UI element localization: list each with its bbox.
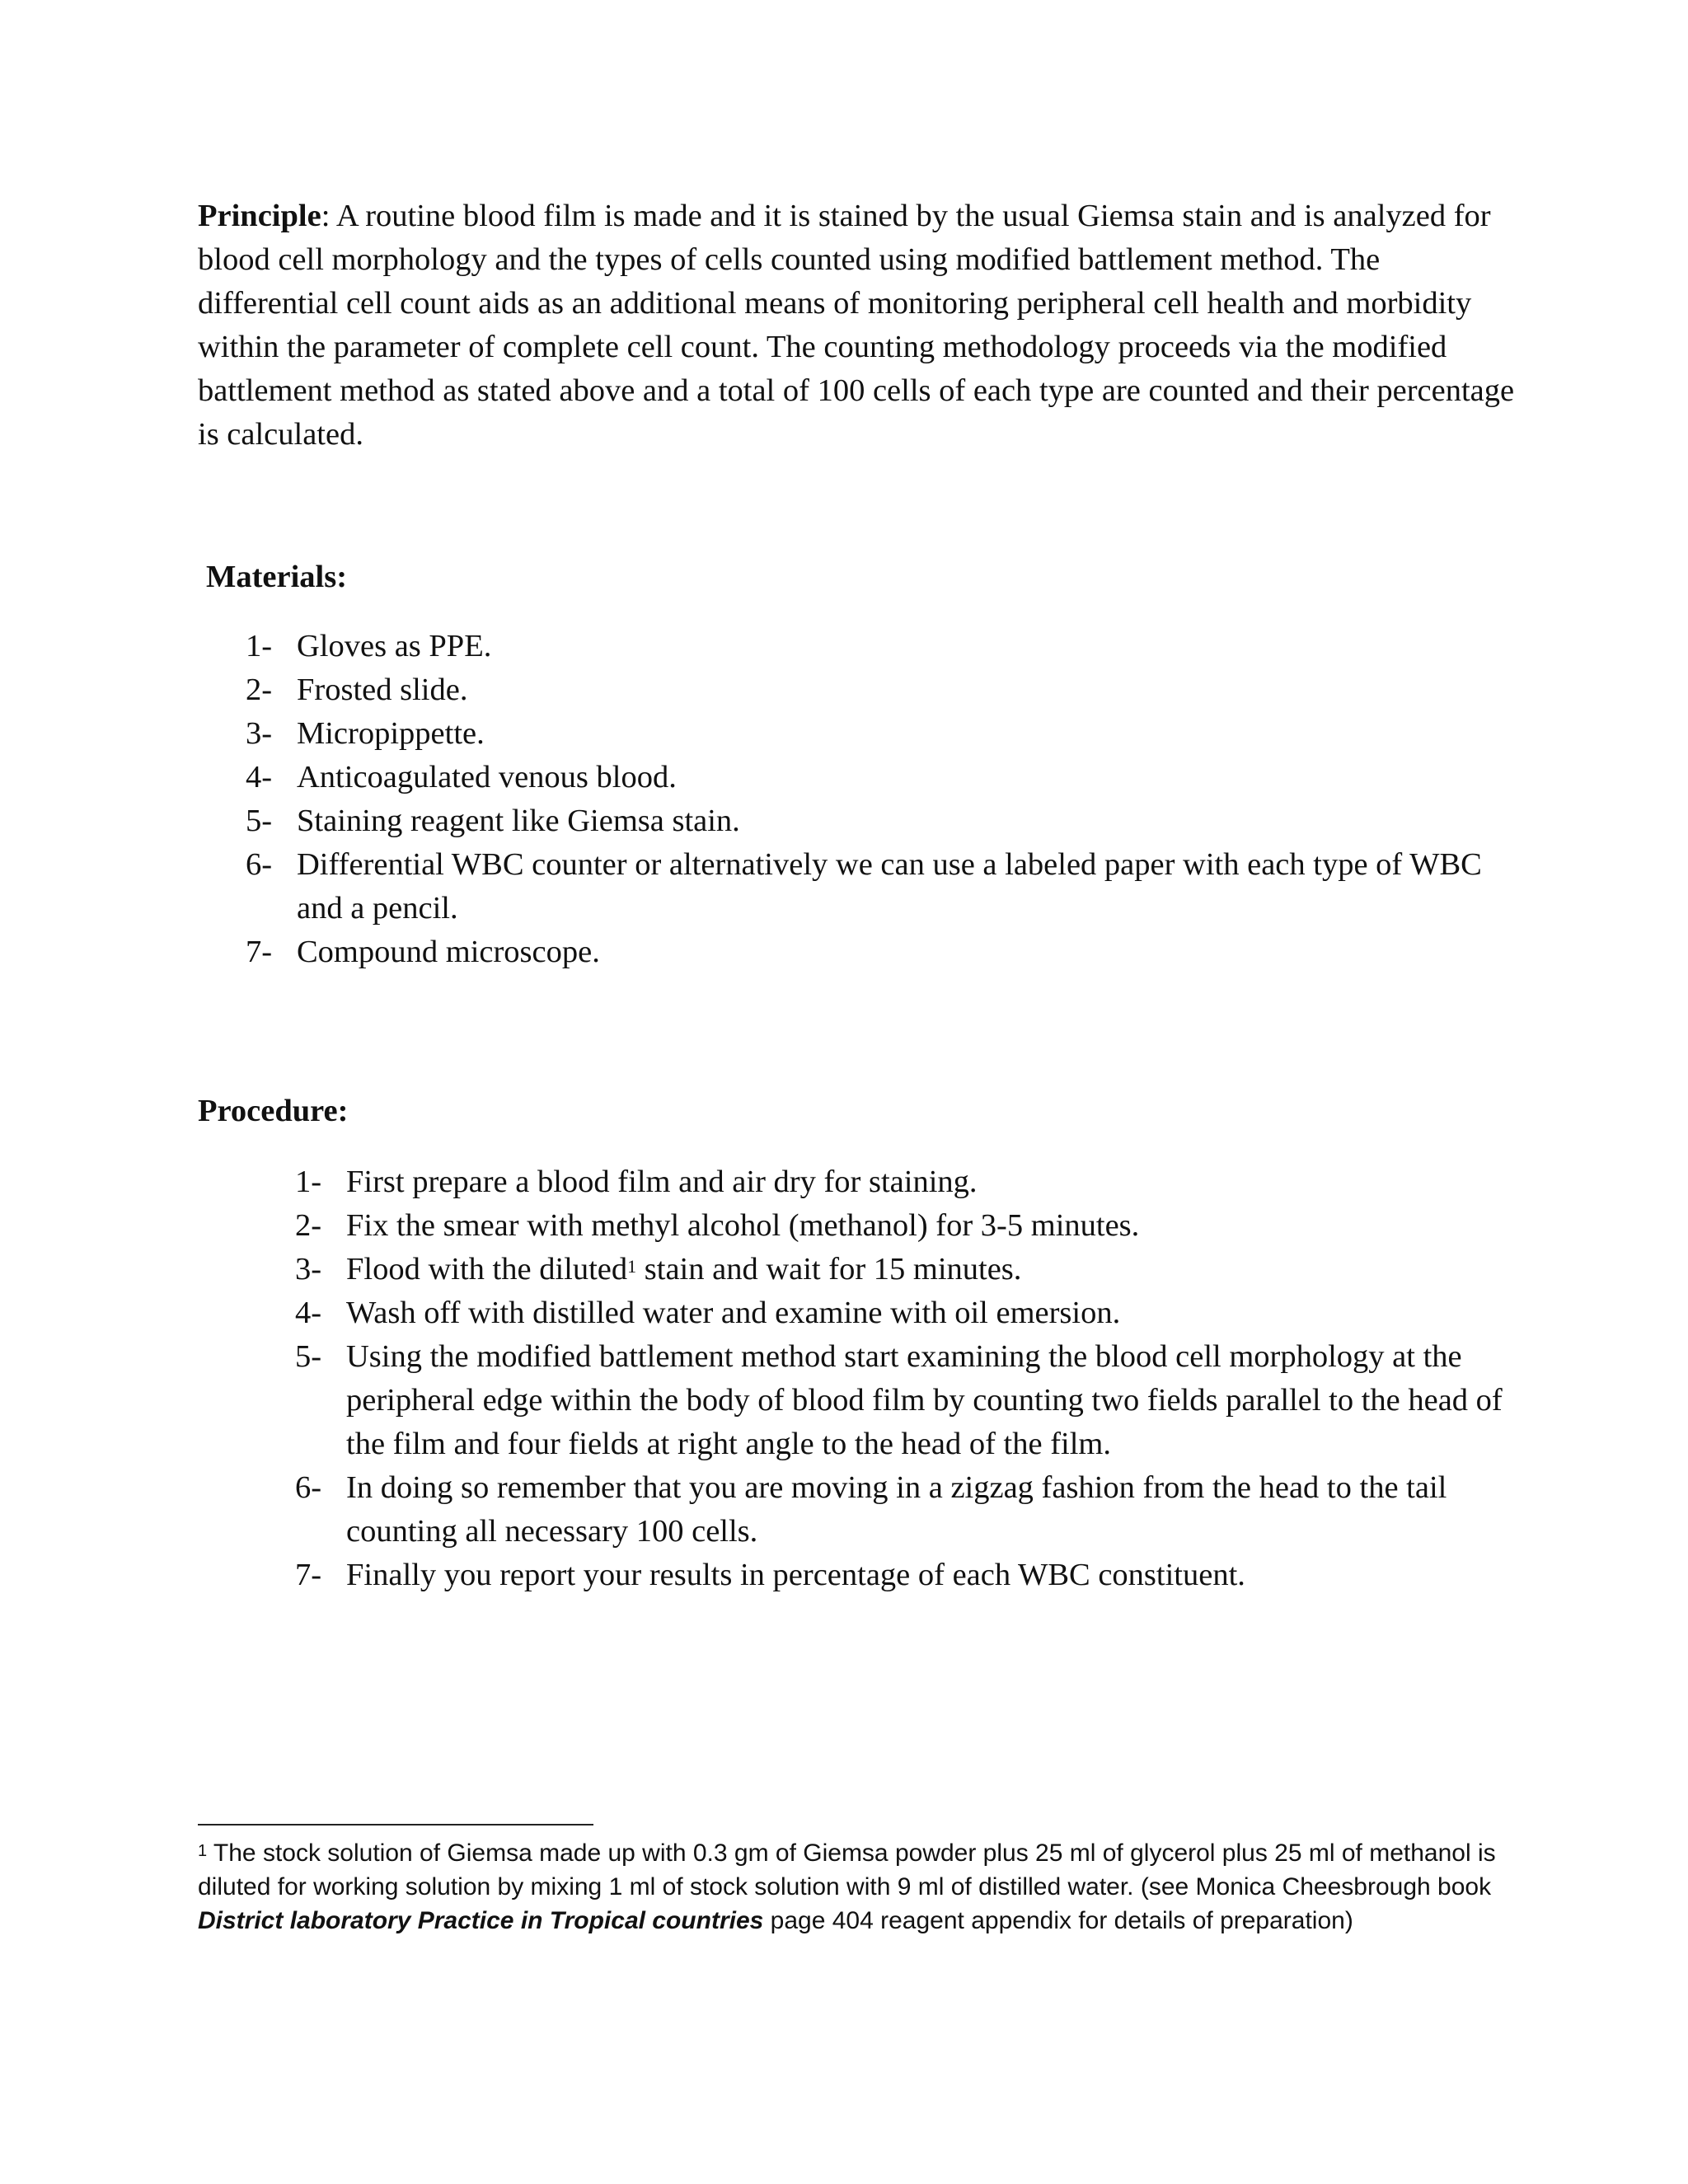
materials-list	[246, 625, 1498, 974]
list-number: 7-	[295, 1558, 322, 1592]
list-item	[246, 712, 1498, 756]
footnote	[198, 1836, 1508, 1938]
footnote-reference: 1	[627, 1256, 637, 1277]
list-item	[295, 1291, 1515, 1335]
footnote-book-title: District laboratory Practice in Tropical countries	[198, 1907, 764, 1934]
list-text: Frosted slide.	[297, 673, 468, 707]
list-item	[246, 625, 1498, 668]
footnote-text-start: The stock solution of Giemsa made up with 0.3 gm of Giemsa powder plus 25 ml of glycerol plus 25 ml of methanol is diluted for working solution by mixing 1 ml of stock solution with 9 ml of distilled water. (see Monica Cheesbrough book	[198, 1840, 1496, 1900]
list-text: Fix the smear with methyl alcohol (methanol) for 3-5 minutes.	[346, 1208, 1140, 1243]
list-number: 5-	[246, 804, 273, 838]
footnote-text-end: page 404 reagent appendix for details of preparation)	[763, 1907, 1353, 1934]
list-number: 3-	[246, 716, 273, 751]
list-number: 4-	[295, 1296, 322, 1330]
list-text: Finally you report your results in percentage of each WBC constituent.	[346, 1558, 1245, 1592]
list-item	[295, 1466, 1515, 1554]
procedure-list	[295, 1160, 1515, 1597]
list-number: 3-	[295, 1252, 322, 1286]
principle-text: : A routine blood film is made and it is stained by the usual Giemsa stain and is analyzed for blood cell morphology and the types of cells counted using modified battlement method. The differential cell count aids as an additional means of monitoring peripheral cell health and morbidity within the parameter of complete cell count. The counting methodology proceeds via the modified battlement method as stated above and a total of 100 cells of each type are counted and their percentage is calculated.	[198, 199, 1515, 452]
list-text-end: stain and wait for 15 minutes.	[636, 1252, 1022, 1286]
list-item	[246, 668, 1498, 712]
materials-heading: Materials:	[206, 560, 348, 594]
list-text: Gloves as PPE.	[297, 629, 492, 663]
list-text: First prepare a blood film and air dry for staining.	[346, 1165, 978, 1199]
list-number: 5-	[295, 1339, 322, 1374]
footnote-separator	[198, 1824, 593, 1825]
list-text: Anticoagulated venous blood.	[297, 760, 677, 794]
list-text: Using the modified battlement method start examining the blood cell morphology at the peripheral edge within the body of blood film by counting two fields parallel to the head of the film and four fields at right angle to the head of the film.	[346, 1339, 1503, 1461]
list-item	[295, 1335, 1515, 1466]
list-number: 2-	[295, 1208, 322, 1243]
footnote-marker: 1	[198, 1842, 208, 1860]
list-item	[295, 1554, 1515, 1597]
list-number: 1-	[295, 1165, 322, 1199]
list-text	[346, 1248, 1515, 1291]
list-number: 4-	[246, 760, 273, 794]
procedure-heading: Procedure:	[198, 1094, 349, 1128]
list-number: 7-	[246, 935, 273, 969]
list-text: Wash off with distilled water and examine with oil emersion.	[346, 1296, 1121, 1330]
principle-label: Principle	[198, 199, 321, 233]
list-item	[246, 756, 1498, 799]
list-number: 1-	[246, 629, 273, 663]
list-number: 2-	[246, 673, 273, 707]
list-item	[295, 1248, 1515, 1291]
list-number: 6-	[246, 847, 273, 882]
list-text: Compound microscope.	[297, 935, 600, 969]
principle-paragraph	[198, 194, 1517, 457]
list-item	[246, 843, 1498, 930]
list-text: Staining reagent like Giemsa stain.	[297, 804, 740, 838]
list-text: In doing so remember that you are moving in a zigzag fashion from the head to the tail counting all necessary 100 cells.	[346, 1470, 1447, 1549]
list-text: Micropippette.	[297, 716, 485, 751]
list-item	[246, 930, 1498, 974]
list-text: Differential WBC counter or alternatively we can use a labeled paper with each type of WBC and a pencil.	[297, 847, 1482, 926]
list-item	[246, 799, 1498, 843]
list-item	[295, 1160, 1515, 1204]
list-number: 6-	[295, 1470, 322, 1505]
list-text-start: Flood with the diluted	[346, 1252, 628, 1286]
list-item	[295, 1204, 1515, 1248]
